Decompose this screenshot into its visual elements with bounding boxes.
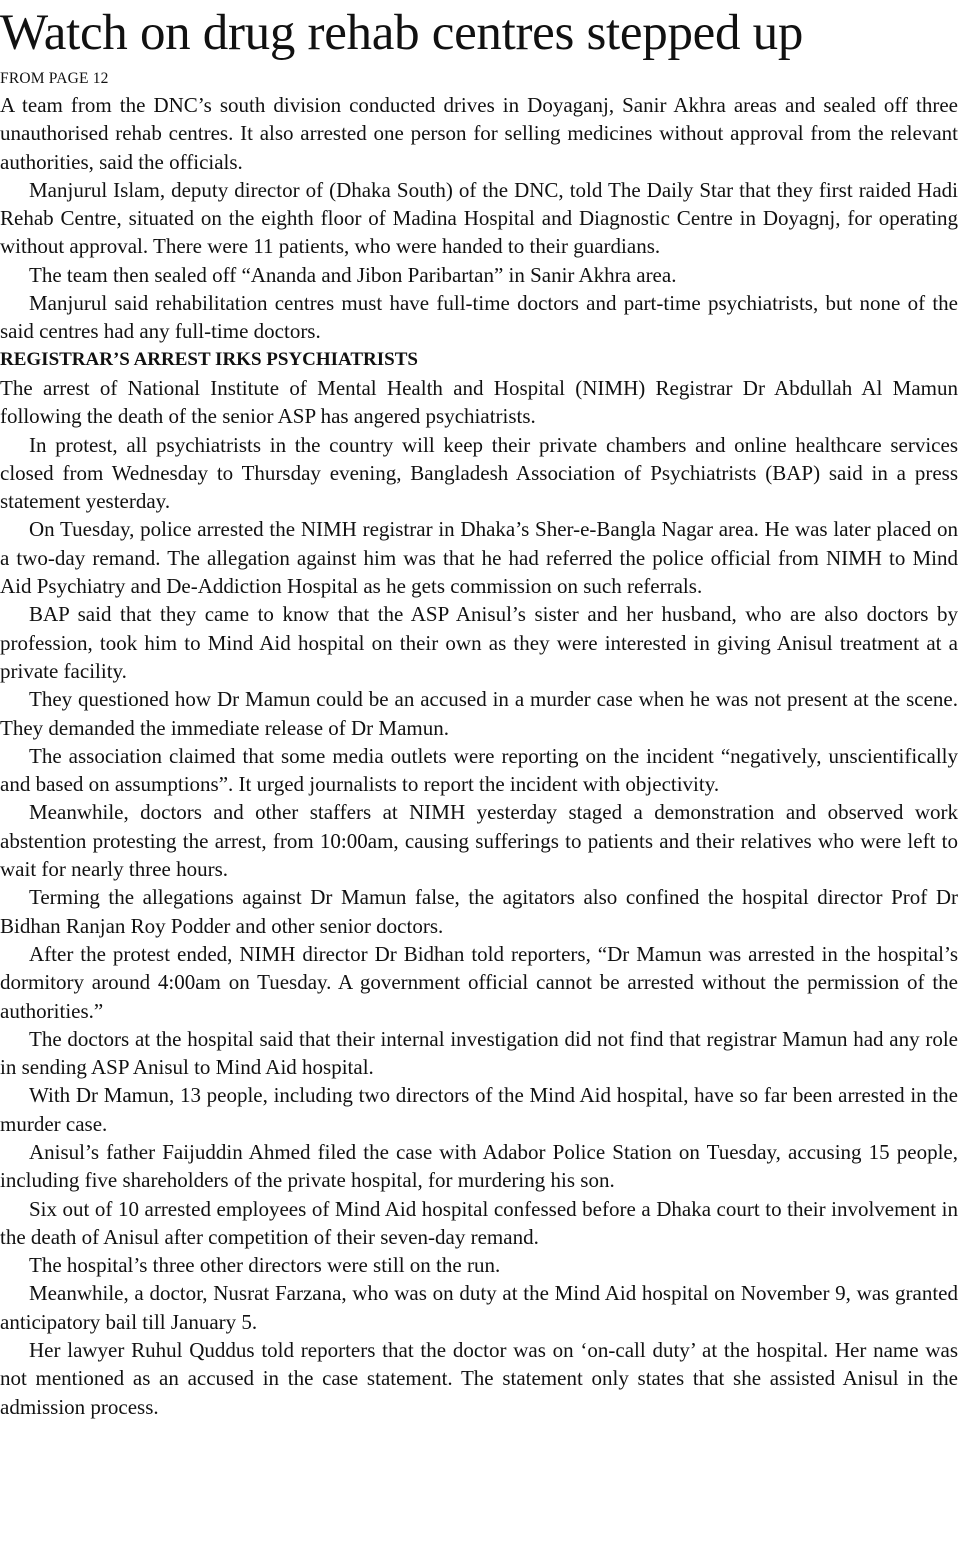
paragraph: The team then sealed off “Ananda and Jibon Paribartan” in Sanir Akhra area.	[29, 262, 677, 287]
paragraph: Meanwhile, a doctor, Nusrat Farzana, who was on duty at the Mind Aid hospital on November 9, was granted anticipatory bail till January 5.	[0, 1281, 958, 1334]
paragraph: Her lawyer Ruhul Quddus told reporters that the doctor was on ‘on-call duty’ at the hospital. Her name was not mentioned as an accused in the case statement. The statement only states that she assisted Anisul in the admission process.	[0, 1338, 958, 1419]
paragraph: The hospital’s three other directors were still on the run.	[29, 1253, 501, 1278]
paragraph: The arrest of National Institute of Mental Health and Hospital (NIMH) Registrar Dr Abdullah Al Mamun following the death of the senior ASP has angered psychiatrists.	[0, 375, 958, 429]
paragraph: BAP said that they came to know that the ASP Anisul’s sister and her husband, who are also doctors by profession, took him to Mind Aid hospital on their own as they were interested in giving Anisul treatment at a private facility.	[0, 602, 958, 683]
paragraph: Terming the allegations against Dr Mamun false, the agitators also confined the hospital director Prof Dr Bidhan Ranjan Roy Podder and other senior doctors.	[0, 885, 958, 938]
article-body	[0, 91, 958, 1421]
paragraph: A team from the DNC’s south division conducted drives in Doyaganj, Sanir Akhra areas and sealed off three unauthorised rehab centres. It also arrested one person for selling medicines without approval from the relevant authorities, said the officials.	[0, 93, 958, 174]
paragraph: They questioned how Dr Mamun could be an accused in a murder case when he was not present at the scene. They demanded the immediate release of Dr Mamun.	[0, 687, 958, 740]
paragraph: Six out of 10 arrested employees of Mind Aid hospital confessed before a Dhaka court to their involvement in the death of Anisul after competition of their seven-day remand.	[0, 1196, 958, 1249]
paragraph: Manjurul said rehabilitation centres must have full-time doctors and part-time psychiatrists, but none of the said centres had any full-time doctors.	[0, 291, 958, 344]
paragraph: Meanwhile, doctors and other staffers at NIMH yesterday staged a demonstration and observed work abstention protesting the arrest, from 10:00am, causing sufferings to patients and their relatives who were left to wait for nearly three hours.	[0, 800, 958, 882]
paragraph: Manjurul Islam, deputy director of (Dhaka South) of the DNC, told The Daily Star that they first raided Hadi Rehab Centre, situated on the eighth floor of Madina Hospital and Diagnostic Centre in Doyagnj, for operating without approval. There were 11 patients, who were handed to their guardians.	[0, 177, 958, 259]
paragraph: Anisul’s father Faijuddin Ahmed filed the case with Adabor Police Station on Tuesday, accusing 15 people, including five shareholders of the private hospital, for murdering his son.	[0, 1139, 958, 1193]
headline: Watch on drug rehab centres stepped up	[0, 5, 804, 61]
paragraph: The doctors at the hospital said that their internal investigation did not find that registrar Mamun had any role in sending ASP Anisul to Mind Aid hospital.	[0, 1026, 958, 1080]
jump-line: FROM PAGE 12	[0, 70, 109, 87]
paragraph: The association claimed that some media outlets were reporting on the incident “negatively, unscientifically and based on assumptions”. It urged journalists to report the incident with objectivity.	[0, 743, 958, 797]
paragraph: On Tuesday, police arrested the NIMH registrar in Dhaka’s Sher-e-Bangla Nagar area. He was later placed on a two-day remand. The allegation against him was that he had referred the police official from NIMH to Mind Aid Psychiatry and De-Addiction Hospital as he gets commission on such referrals.	[0, 517, 958, 599]
paragraph: After the protest ended, NIMH director Dr Bidhan told reporters, “Dr Mamun was arrested in the hospital’s dormitory around 4:00am on Tuesday. A government official cannot be arrested without the permission of the authorities.”	[0, 941, 958, 1023]
subheading: REGISTRAR’S ARREST IRKS PSYCHIATRISTS	[0, 348, 418, 370]
paragraph: In protest, all psychiatrists in the country will keep their private chambers and online healthcare services closed from Wednesday to Thursday evening, Bangladesh Association of Psychiatrists (BAP) said in a press statement yesterday.	[0, 432, 958, 514]
paragraph: With Dr Mamun, 13 people, including two directors of the Mind Aid hospital, have so far been arrested in the murder case.	[0, 1083, 958, 1136]
